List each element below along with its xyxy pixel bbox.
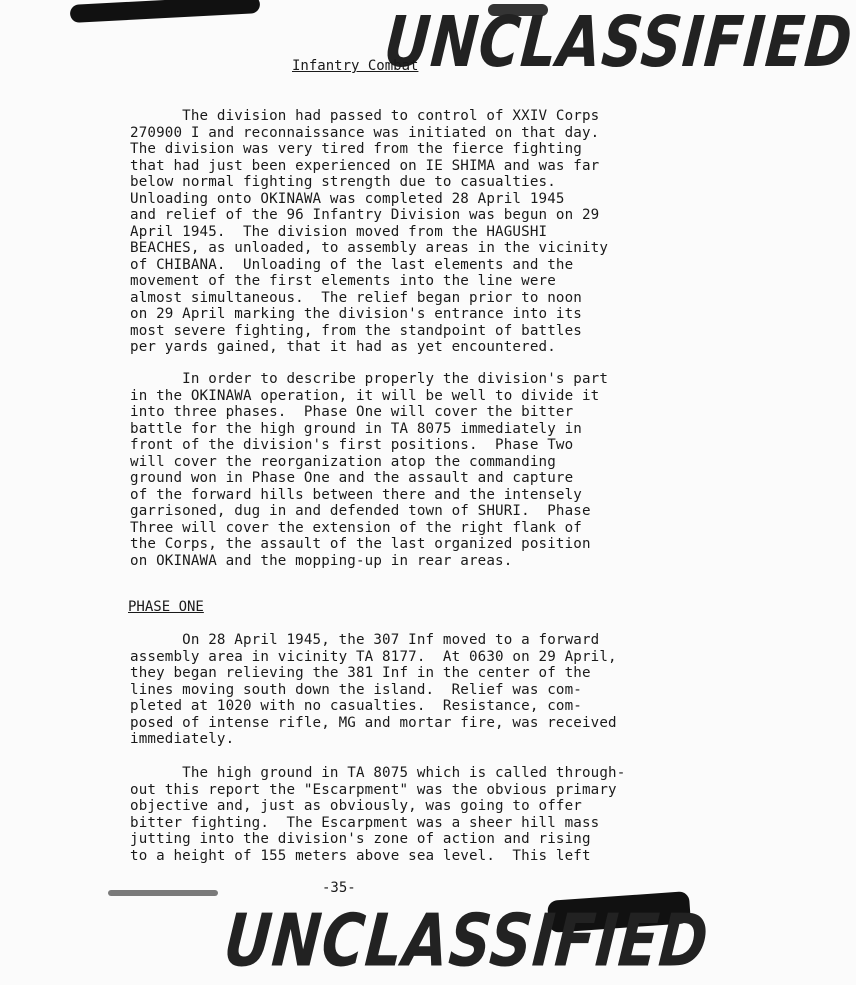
paragraph-relief-of-96th: The division had passed to control of XXIV Corps 270900 I and reconnaissance was initiated on that day. The division was very tired from the fierce fighting that had just been experienced on IE SHIMA and was far below normal fighting strength due to casualties. Unloading onto OKINAWA was completed 28 April 1945 and relief of the 96 Infantry Division was begun on 29 April 1945. The division moved from the HAGUSHI BEACHES, as unloaded, to assembly areas in the vicinity of CHIBANA. Unloading of the last elements and the movement of the first elements into the line were almost simultaneous. The relief began prior to noon on 29 April marking the division's entrance into its most severe fighting, from the standpoint of battles per yards gained, that it had as yet encountered.: [130, 108, 609, 355]
redaction-smudge-top-left: [70, 0, 261, 23]
page-number: -35-: [322, 880, 356, 896]
section-title: Infantry Combat: [292, 58, 419, 74]
paragraph-307-inf-relief: On 28 April 1945, the 307 Inf moved to a forward assembly area in vicinity TA 8177. At 0630 on 29 April, they began relieving the 381 Inf in the center of the lines moving south down the island. Relief was com- pleted at 1020 with no casualties. Resistance, com- posed of intense rifle, MG and mortar fire, was received immediately.: [130, 632, 617, 747]
phase-one-heading: PHASE ONE: [128, 599, 204, 615]
unclassified-stamp-bottom: UNCLASSIFIED: [220, 898, 713, 983]
paragraph-three-phases: In order to describe properly the division's part in the OKINAWA operation, it will be well to divide it into three phases. Phase One will cover the bitter battle for the high ground in TA 8075 immediately in front of the division's first positions. Phase Two will cover the reorganization atop the commanding ground won in Phase One and the assault and capture of the forward hills between there and the intensely garrisoned, dug in and defended town of SHURI. Phase Three will cover the extension of the right flank of the Corps, the assault of the last organized position on OKINAWA and the mopping-up in rear areas.: [130, 371, 609, 569]
unclassified-stamp-top: UNCLASSIFIED: [381, 2, 856, 84]
paragraph-escarpment: The high ground in TA 8075 which is called through- out this report the "Escarpment" was the obvious primary objective and, just as obviously, was going to offer bitter fighting. The Escarpment was a sheer hill mass jutting into the division's zone of action and rising to a height of 155 meters above sea level. This left: [130, 765, 626, 864]
redaction-smudge-bottom-left: [108, 890, 218, 896]
